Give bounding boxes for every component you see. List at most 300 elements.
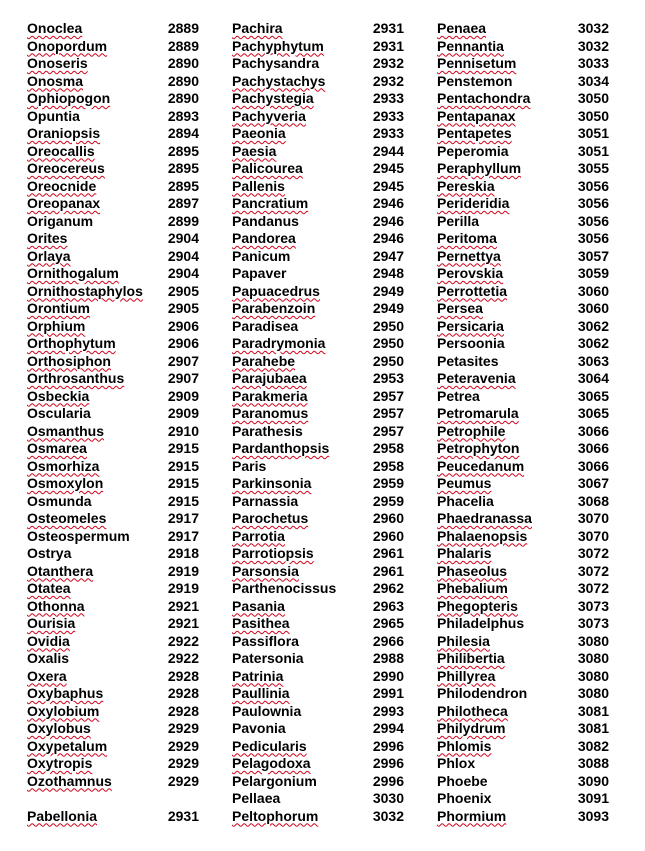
page-number: 3064 (577, 370, 609, 386)
genus-name: Oxalis (27, 650, 70, 666)
genus-name: Osmunda (27, 492, 92, 509)
genus-name: Oxera (27, 667, 67, 684)
page-number: 2962 (372, 580, 404, 596)
genus-row (27, 685, 199, 703)
page-number: 3030 (372, 790, 404, 806)
page-number: 3032 (372, 807, 404, 824)
genus-name: Orthosiphon (27, 352, 111, 369)
page-number: 2929 (167, 737, 199, 754)
page-number: 2932 (372, 72, 404, 89)
genus-name: Orontium (27, 300, 90, 316)
genus-name: Phaseolus (437, 562, 508, 579)
page-number: 2928 (167, 685, 199, 701)
page-number: 2959 (372, 475, 404, 491)
page-number: 2988 (372, 650, 404, 666)
page-number: 3072 (577, 580, 609, 596)
genus-name: Phormium (437, 807, 507, 824)
genus-name: Osmorhiza (27, 457, 100, 474)
genus-name: Patersonia (232, 650, 304, 666)
genus-name: Oxypetalum (27, 737, 108, 754)
genus-row (437, 405, 609, 423)
genus-row (437, 650, 609, 668)
page-number: 2904 (167, 247, 199, 264)
genus-row (232, 178, 404, 196)
genus-name: Origanum (27, 212, 94, 229)
page-number: 3088 (577, 755, 609, 771)
genus-row (27, 318, 199, 336)
page-number: 2950 (372, 317, 404, 334)
genus-name: Phoebe (437, 772, 488, 789)
genus-row (27, 143, 199, 161)
genus-name: Osmanthus (27, 422, 105, 439)
genus-name: Perrottetia (437, 282, 508, 299)
genus-name: Ourisia (27, 615, 76, 631)
genus-name: Osmarea (27, 440, 87, 456)
genus-row (27, 265, 199, 283)
genus-row (437, 668, 609, 686)
page-number: 2904 (167, 230, 199, 246)
page-number: 2932 (372, 55, 404, 71)
page-number: 3081 (577, 702, 609, 719)
page-number: 3066 (577, 422, 609, 439)
page-number: 2945 (372, 160, 404, 176)
genus-name: Perilla (437, 212, 480, 229)
page-number: 2894 (167, 125, 199, 141)
genus-name: Parnassia (232, 492, 299, 509)
genus-row (232, 528, 404, 546)
page-number: 3072 (577, 562, 609, 579)
genus-row (27, 720, 199, 738)
genus-name: Phegopteris (437, 597, 518, 614)
genus-name: Panicum (232, 247, 291, 264)
page-number: 2945 (372, 177, 404, 194)
page-number: 2917 (167, 527, 199, 544)
genus-name: Paris (232, 457, 267, 474)
page-number: 2905 (167, 282, 199, 299)
page-number: 2921 (167, 615, 199, 631)
genus-name: Pardanthopsis (232, 440, 330, 456)
genus-name: Pennantia (437, 37, 504, 54)
genus-name: Orlaya (27, 247, 71, 264)
genus-name: Peteravenia (437, 370, 516, 386)
genus-row (437, 143, 609, 161)
genus-name: Pelargonium (232, 772, 317, 789)
page-number: 3060 (577, 282, 609, 299)
page-number: 3059 (577, 265, 609, 281)
page-number: 2915 (167, 457, 199, 474)
genus-row (27, 55, 199, 73)
genus-name: Persoonia (437, 335, 505, 351)
genus-name: Parkinsonia (232, 475, 312, 491)
page-number: 3032 (577, 37, 609, 54)
genus-row (232, 615, 404, 633)
genus-name: Pachystachys (232, 72, 326, 89)
genus-row (437, 773, 609, 791)
page-number: 3051 (577, 142, 609, 159)
genus-row (232, 108, 404, 126)
page-number: 2904 (167, 265, 199, 281)
genus-row (27, 703, 199, 721)
page-number: 3068 (577, 492, 609, 509)
page-number: 2950 (372, 352, 404, 369)
page-number: 2963 (372, 597, 404, 614)
genus-name: Osteospermum (27, 527, 130, 544)
genus-row (232, 318, 404, 336)
genus-column-1 (27, 20, 199, 825)
genus-name: Paradrymonia (232, 335, 326, 351)
genus-name: Otanthera (27, 562, 94, 579)
page-number: 3057 (577, 247, 609, 264)
genus-row (27, 370, 199, 388)
genus-name: Pavonia (232, 720, 286, 736)
genus-row (437, 55, 609, 73)
genus-row (232, 755, 404, 773)
genus-row (27, 510, 199, 528)
genus-row (27, 528, 199, 546)
genus-name: Parrotia (232, 527, 285, 544)
page-number: 2890 (167, 72, 199, 89)
genus-name: Peucedanum (437, 457, 525, 474)
genus-row (437, 38, 609, 56)
genus-row (437, 545, 609, 563)
page-number: 2893 (167, 107, 199, 124)
genus-row (232, 458, 404, 476)
page-number: 2959 (372, 492, 404, 509)
page-number: 3091 (577, 790, 609, 806)
genus-row (437, 790, 609, 808)
genus-row (27, 755, 199, 773)
genus-row (27, 790, 199, 808)
page-number: 3066 (577, 440, 609, 456)
genus-row (232, 73, 404, 91)
page-number: 2899 (167, 212, 199, 229)
genus-row (27, 230, 199, 248)
page-number: 3050 (577, 90, 609, 106)
genus-name: Pedicularis (232, 737, 307, 754)
genus-row (437, 738, 609, 756)
page-number: 2910 (167, 422, 199, 439)
genus-row (27, 300, 199, 318)
genus-name: Parthenocissus (232, 580, 337, 596)
genus-name: Oreocnide (27, 177, 97, 194)
genus-row (437, 755, 609, 773)
genus-row (232, 668, 404, 686)
genus-row (437, 73, 609, 91)
genus-row (27, 353, 199, 371)
genus-name: Passiflora (232, 632, 299, 649)
genus-name: Papaver (232, 265, 287, 281)
page-number: 2946 (372, 195, 404, 211)
genus-name: Osteomeles (27, 510, 107, 526)
genus-row (437, 388, 609, 406)
genus-row (232, 423, 404, 441)
genus-name: Pellaea (232, 790, 281, 806)
genus-row (232, 773, 404, 791)
genus-row (27, 440, 199, 458)
page-number: 2993 (372, 702, 404, 719)
genus-row (232, 55, 404, 73)
genus-name: Pancratium (232, 195, 309, 211)
genus-name: Oreopanax (27, 195, 101, 211)
genus-row (27, 808, 199, 826)
page-number: 2909 (167, 387, 199, 404)
page-number: 2958 (372, 440, 404, 456)
genus-name: Paulownia (232, 702, 302, 719)
genus-name: Orthophytum (27, 335, 116, 351)
genus-name: Orites (27, 230, 68, 246)
page-number: 2895 (167, 160, 199, 176)
page-number: 2907 (167, 352, 199, 369)
genus-name: Othonna (27, 597, 85, 614)
page-number: 2996 (372, 772, 404, 789)
genus-row (437, 283, 609, 301)
page-number: 2961 (372, 562, 404, 579)
genus-name: Pachyphytum (232, 37, 324, 54)
genus-name: Pentachondra (437, 90, 531, 106)
page-number: 2895 (167, 177, 199, 194)
genus-row (232, 143, 404, 161)
genus-row (437, 335, 609, 353)
page-number: 3050 (577, 107, 609, 124)
page-number: 3067 (577, 475, 609, 491)
page-number: 3093 (577, 807, 609, 824)
page-number: 2953 (372, 370, 404, 386)
page-number: 2944 (372, 142, 404, 159)
genus-name: Pabellonia (27, 807, 98, 824)
page-number: 3062 (577, 335, 609, 351)
page-number: 3090 (577, 772, 609, 789)
genus-name: Paesia (232, 142, 277, 159)
genus-row (27, 580, 199, 598)
page-number: 2931 (372, 37, 404, 54)
genus-name: Pachyveria (232, 107, 306, 124)
genus-row (437, 615, 609, 633)
genus-row (27, 738, 199, 756)
page-number: 2933 (372, 90, 404, 106)
genus-name: Paradisea (232, 317, 299, 334)
genus-row (27, 125, 199, 143)
genus-name: Petasites (437, 352, 499, 369)
page-number: 3060 (577, 300, 609, 316)
genus-name: Pennisetum (437, 55, 517, 71)
genus-name: Patrinia (232, 667, 284, 684)
genus-row (437, 265, 609, 283)
page-number: 3063 (577, 352, 609, 369)
genus-row (27, 458, 199, 476)
page-number: 2929 (167, 755, 199, 771)
genus-row (437, 440, 609, 458)
genus-row (232, 545, 404, 563)
genus-name: Orphium (27, 317, 86, 334)
page-number: 3073 (577, 597, 609, 614)
page-number: 2890 (167, 90, 199, 106)
genus-name: Pernettya (437, 247, 501, 264)
page-number: 2906 (167, 317, 199, 334)
genus-row (232, 633, 404, 651)
genus-row (27, 633, 199, 651)
genus-row (27, 283, 199, 301)
genus-name: Oxylobium (27, 702, 100, 719)
genus-row (437, 703, 609, 721)
page-number: 2922 (167, 650, 199, 666)
page-number: 3065 (577, 387, 609, 404)
genus-name: Ornithogalum (27, 265, 119, 281)
genus-row (437, 20, 609, 38)
page-number: 2907 (167, 370, 199, 386)
genus-name: Onoseris (27, 55, 88, 71)
genus-row (27, 563, 199, 581)
page-number: 2915 (167, 440, 199, 456)
page-number: 2958 (372, 457, 404, 474)
page-number: 2928 (167, 702, 199, 719)
genus-name: Parochetus (232, 510, 309, 526)
page-number: 2960 (372, 527, 404, 544)
genus-name: Phalaris (437, 545, 492, 561)
genus-row (232, 213, 404, 231)
genus-row (437, 108, 609, 126)
genus-row (232, 510, 404, 528)
page-number: 2946 (372, 212, 404, 229)
genus-name: Pelagodoxa (232, 755, 311, 771)
genus-row (437, 580, 609, 598)
genus-row (27, 20, 199, 38)
genus-name: Penstemon (437, 72, 513, 89)
genus-name: Oxylobus (27, 720, 91, 736)
page-number: 2922 (167, 632, 199, 649)
genus-row (27, 388, 199, 406)
page-number: 3080 (577, 667, 609, 684)
genus-name: Persicaria (437, 317, 504, 334)
genus-name: Perovskia (437, 265, 504, 281)
genus-name: Ornithostaphylos (27, 282, 143, 299)
page-number: 2950 (372, 335, 404, 351)
genus-name: Papuacedrus (232, 282, 320, 299)
genus-name: Otatea (27, 580, 71, 596)
genus-name: Ophiopogon (27, 90, 111, 106)
genus-name: Ostrya (27, 545, 72, 561)
genus-name: Oreocallis (27, 142, 95, 159)
genus-name: Ozothamnus (27, 772, 112, 789)
genus-column-3 (437, 20, 609, 825)
page-number: 2960 (372, 510, 404, 526)
genus-row (27, 773, 199, 791)
genus-row (232, 230, 404, 248)
page-number: 2915 (167, 475, 199, 491)
genus-row (232, 790, 404, 808)
genus-row (27, 178, 199, 196)
genus-row (437, 195, 609, 213)
page-number: 2909 (167, 405, 199, 421)
genus-row (437, 475, 609, 493)
genus-name: Osmoxylon (27, 475, 104, 491)
page-number: 3056 (577, 177, 609, 194)
genus-row (437, 300, 609, 318)
page-number: 2906 (167, 335, 199, 351)
genus-name: Persea (437, 300, 483, 316)
genus-row (232, 580, 404, 598)
genus-row (232, 475, 404, 493)
genus-row (27, 615, 199, 633)
page-number: 2915 (167, 492, 199, 509)
genus-name: Orthrosanthus (27, 370, 125, 386)
page-number: 2961 (372, 545, 404, 561)
genus-name: Parrotiopsis (232, 545, 314, 561)
page-number: 3056 (577, 212, 609, 229)
genus-row (27, 423, 199, 441)
genus-name: Pachysandra (232, 55, 320, 71)
genus-name: Phalaenopsis (437, 527, 528, 544)
genus-name: Oxybaphus (27, 685, 104, 701)
genus-row (232, 388, 404, 406)
genus-name: Pentapanax (437, 107, 516, 124)
genus-row (437, 125, 609, 143)
genus-name: Penaea (437, 20, 487, 36)
genus-name: Pasania (232, 597, 285, 614)
page-number: 3080 (577, 650, 609, 666)
page-number: 2965 (372, 615, 404, 631)
genus-row (232, 738, 404, 756)
page-number: 2931 (372, 20, 404, 36)
genus-row (437, 90, 609, 108)
genus-name: Oscularia (27, 405, 91, 421)
genus-name: Philibertia (437, 650, 505, 666)
page-number: 2957 (372, 387, 404, 404)
genus-row (437, 160, 609, 178)
genus-row (232, 703, 404, 721)
genus-name: Onoclea (27, 20, 83, 36)
genus-row (437, 685, 609, 703)
genus-row (27, 475, 199, 493)
page-number: 3056 (577, 230, 609, 246)
page-number: 2966 (372, 632, 404, 649)
genus-row (27, 248, 199, 266)
genus-name: Philesia (437, 632, 490, 649)
page-number: 3070 (577, 510, 609, 526)
genus-name: Paeonia (232, 125, 286, 141)
genus-row (27, 90, 199, 108)
page-number: 2895 (167, 142, 199, 159)
genus-name: Peumus (437, 475, 492, 491)
page-number: 3070 (577, 527, 609, 544)
genus-row (232, 300, 404, 318)
genus-row (437, 178, 609, 196)
genus-row (437, 808, 609, 826)
page-number: 3034 (577, 72, 609, 89)
genus-row (437, 318, 609, 336)
genus-row (27, 493, 199, 511)
genus-name: Phlomis (437, 737, 492, 754)
genus-row (27, 650, 199, 668)
genus-row (27, 405, 199, 423)
genus-row (232, 650, 404, 668)
page-number: 2947 (372, 247, 404, 264)
genus-name: Peperomia (437, 142, 509, 159)
genus-name: Phacelia (437, 492, 494, 509)
genus-row (437, 493, 609, 511)
genus-row (27, 73, 199, 91)
genus-row (232, 685, 404, 703)
genus-row (232, 20, 404, 38)
genus-name: Osbeckia (27, 387, 90, 404)
page-number: 3033 (577, 55, 609, 71)
page-number: 2919 (167, 580, 199, 596)
genus-name: Petromarula (437, 405, 519, 421)
genus-row (437, 633, 609, 651)
page-number: 2990 (372, 667, 404, 684)
genus-name: Phillyrea (437, 667, 496, 684)
genus-row (232, 248, 404, 266)
genus-row (437, 370, 609, 388)
